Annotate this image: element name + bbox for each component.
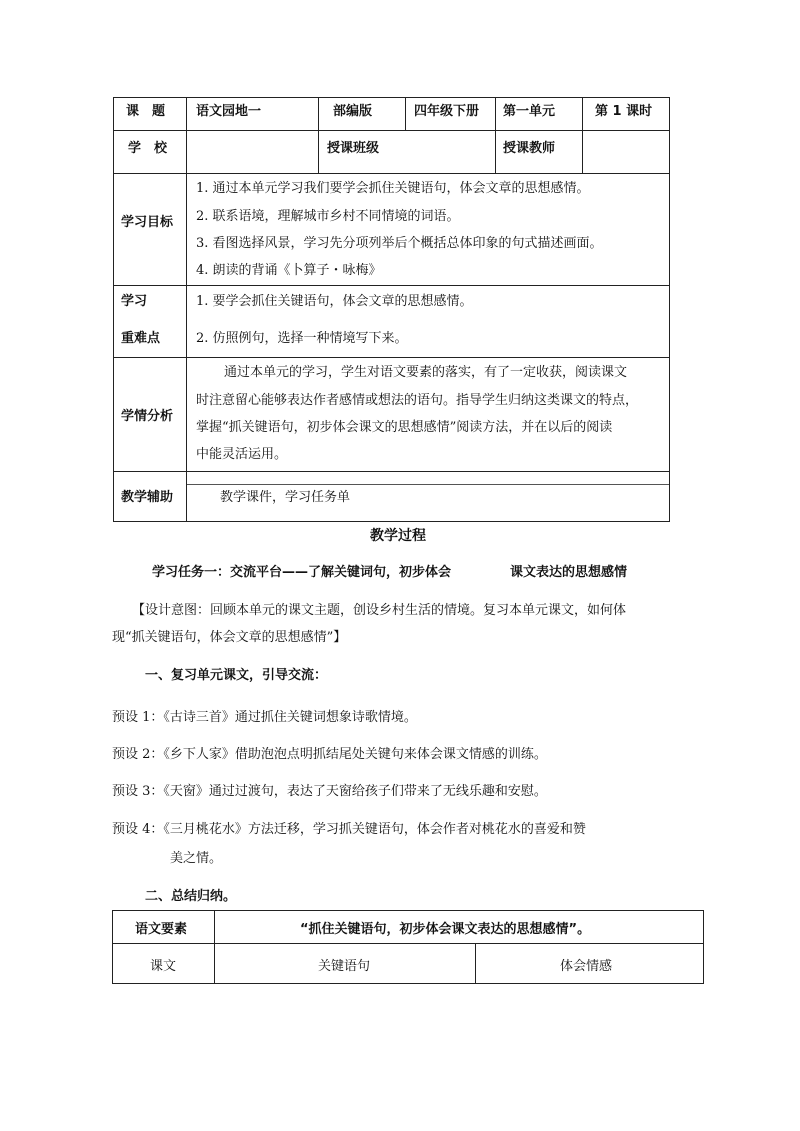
goal-item: 1. 通过本单元学习我们要学会抓住关键语句，体会文章的思想感情。 (196, 181, 590, 196)
task1-heading-cont: 课文表达的思想感情 (510, 565, 628, 580)
design-intent: 【设计意图：回顾本单元的课文主题，创设乡村生活的情境。复习本单元课文，如何体 (132, 603, 627, 618)
table-line (186, 484, 670, 485)
table-line (112, 910, 113, 984)
topic-label: 课 题 (126, 104, 166, 119)
table-line (703, 910, 704, 984)
table-line (186, 97, 187, 522)
summary-col-key: 关键语句 (318, 959, 371, 974)
goal-item: 3. 看图选择风景，学习先分项列举后个概括总体印象的句式描述画面。 (196, 236, 603, 251)
table-line (112, 943, 704, 944)
table-line (113, 471, 670, 472)
table-line (113, 285, 670, 286)
table-line (113, 521, 670, 522)
summary-label: 语文要素 (135, 922, 188, 937)
table-line (214, 910, 215, 984)
goal-item: 4. 朗读的背诵《卜算子・咏梅》 (196, 263, 382, 278)
table-line (113, 130, 670, 131)
teacher-label: 授课教师 (503, 141, 556, 156)
analysis-line: 时注意留心能够表达作者感情或想法的语句。指导学生归纳这类课文的特点， (196, 393, 639, 408)
table-line (112, 910, 704, 911)
table-line (113, 357, 670, 358)
aids-text: 教学课件，学习任务单 (220, 490, 351, 505)
unit: 第一单元 (503, 104, 556, 119)
table-line (495, 97, 496, 173)
table-line (113, 97, 670, 98)
design-intent-cont: 现“抓关键语句，体会文章的思想感情”】 (112, 630, 347, 645)
summary-col-feel: 体会情感 (560, 959, 613, 974)
analysis-line: 中能灵活运用。 (196, 447, 288, 462)
class-label: 授课班级 (327, 141, 380, 156)
lesson: 第 1 课时 (595, 104, 653, 119)
edition: 部编版 (333, 104, 373, 119)
analysis-line: 掌握“抓关键语句，初步体会课文的思想感情”阅读方法，并在以后的阅读 (196, 420, 613, 435)
analysis-line: 通过本单元的学习，学生对语文要素的落实，有了一定收获，阅读课文 (224, 365, 628, 380)
aids-label: 教学辅助 (121, 490, 174, 505)
preset-item: 预设 2：《乡下人家》借助泡泡点明抓结尾处关键句来体会课文情感的训练。 (112, 747, 547, 762)
preset-item: 预设 1：《古诗三首》通过抓住关键词想象诗歌情境。 (112, 710, 417, 725)
table-line (475, 943, 476, 984)
goals-label: 学习目标 (121, 215, 174, 230)
difficulty-label: 重难点 (121, 331, 161, 346)
goal-item: 2. 联系语境，理解城市乡村不同情境的词语。 (196, 209, 460, 224)
table-line (318, 97, 319, 173)
difficulty-label: 学习 (121, 294, 148, 309)
table-line (582, 97, 583, 173)
table-line (112, 983, 704, 984)
analysis-label: 学情分析 (121, 409, 174, 424)
table-line (113, 97, 114, 522)
task1-heading: 学习任务一：交流平台——了解关键词句，初步体会 (152, 565, 452, 580)
difficulty-item: 1. 要学会抓住关键语句，体会文章的思想感情。 (196, 294, 473, 309)
summary-element: “抓住关键语句，初步体会课文表达的思想感情”。 (300, 922, 591, 937)
table-line (669, 97, 670, 522)
summary-col-text: 课文 (150, 959, 177, 974)
topic-value: 语文园地一 (196, 104, 262, 119)
preset-item: 预设 4：《三月桃花水》方法迁移，学习抓关键语句，体会作者对桃花水的喜爱和赞 (112, 822, 586, 837)
table-line (113, 173, 670, 174)
preset-item-cont: 美之情。 (170, 851, 223, 866)
school-label: 学 校 (128, 141, 168, 156)
section1-heading: 一、复习单元课文，引导交流： (145, 668, 328, 683)
process-title: 教学过程 (370, 528, 426, 544)
difficulty-item: 2. 仿照例句，选择一种情境写下来。 (196, 331, 408, 346)
grade: 四年级下册 (414, 104, 480, 119)
section2-heading: 二、总结归纳。 (145, 889, 237, 904)
table-line (405, 97, 406, 130)
preset-item: 预设 3：《天窗》通过过渡句，表达了天窗给孩子们带来了无线乐趣和安慰。 (112, 784, 547, 799)
